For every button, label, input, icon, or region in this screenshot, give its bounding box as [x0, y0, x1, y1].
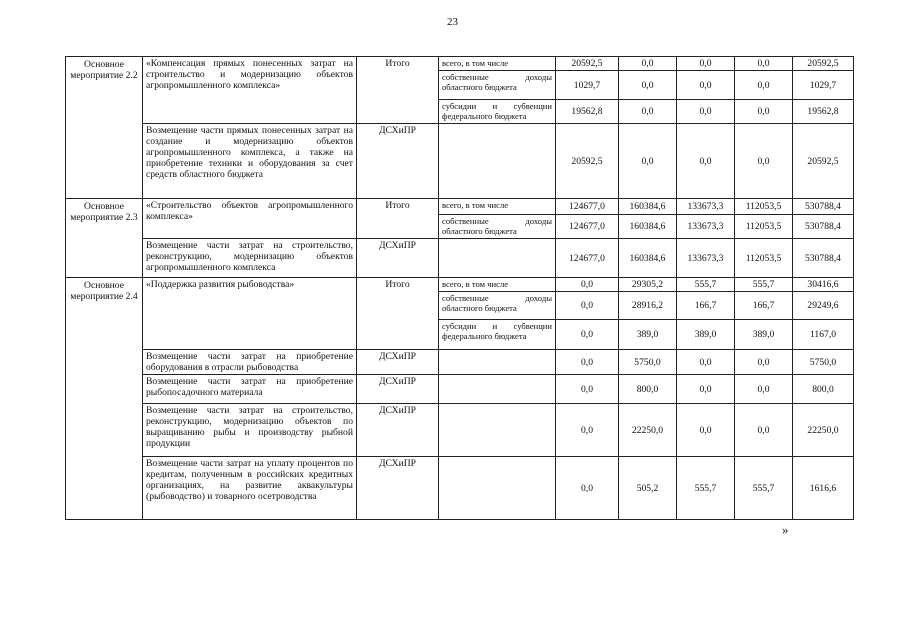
value-cell: 530788,4 — [793, 215, 854, 239]
table-row — [66, 350, 854, 375]
value-cell: 555,7 — [735, 457, 793, 520]
value-cell: 112053,5 — [735, 215, 793, 239]
table-row — [66, 457, 854, 520]
value-cell: 555,7 — [735, 278, 793, 292]
value-cell: 0,0 — [556, 292, 619, 320]
value-cell: 112053,5 — [735, 199, 793, 215]
value-cell: 0,0 — [677, 71, 735, 100]
value-cell: 0,0 — [619, 57, 677, 71]
value-cell: 389,0 — [677, 320, 735, 350]
event-label: Основное мероприятие 2.2 — [66, 57, 143, 199]
executor-cell: ДСХиПР — [357, 375, 439, 404]
value-cell: 0,0 — [735, 57, 793, 71]
table-row — [66, 124, 854, 199]
value-cell: 0,0 — [735, 350, 793, 375]
page-number: 23 — [447, 16, 458, 28]
value-cell: 160384,6 — [619, 215, 677, 239]
value-cell: 133673,3 — [677, 239, 735, 278]
value-cell: 166,7 — [677, 292, 735, 320]
value-cell: 0,0 — [735, 124, 793, 199]
source-label: собственные доходы областного бюджета — [439, 292, 556, 320]
value-cell: 20592,5 — [793, 57, 854, 71]
value-cell: 29305,2 — [619, 278, 677, 292]
closing-quote-mark: » — [782, 522, 789, 537]
value-cell: 530788,4 — [793, 239, 854, 278]
value-cell: 20592,5 — [556, 124, 619, 199]
value-cell: 29249,6 — [793, 292, 854, 320]
value-cell: 5750,0 — [793, 350, 854, 375]
table-row — [66, 278, 854, 292]
executor-cell: Итого — [357, 199, 439, 239]
table-row — [66, 239, 854, 278]
value-cell: 0,0 — [735, 404, 793, 457]
value-cell: 5750,0 — [619, 350, 677, 375]
table-row — [66, 57, 854, 71]
value-cell: 124677,0 — [556, 199, 619, 215]
sub-event-title: Возмещение части затрат на приобретение оборудования в отрасли рыбоводства — [143, 350, 357, 375]
budget-table — [65, 56, 854, 520]
executor-cell: ДСХиПР — [357, 124, 439, 199]
sub-event-title: Возмещение части затрат на приобретение рыбопосадочного материала — [143, 375, 357, 404]
executor-cell: ДСХиПР — [357, 404, 439, 457]
source-label: собственные доходы областного бюджета — [439, 215, 556, 239]
value-cell: 160384,6 — [619, 199, 677, 215]
sub-event-title: Возмещение части прямых понесенных затрат на создание и модернизацию объектов агропромышленного комплекса, а также на приобретение техники и оборудования за счет средств областного бюджета — [143, 124, 357, 199]
value-cell: 0,0 — [677, 124, 735, 199]
value-cell: 20592,5 — [556, 57, 619, 71]
source-cell-empty — [439, 375, 556, 404]
source-cell-empty — [439, 124, 556, 199]
value-cell: 530788,4 — [793, 199, 854, 215]
event-label: Основное мероприятие 2.4 — [66, 278, 143, 520]
value-cell: 0,0 — [556, 404, 619, 457]
source-label: субсидии и субвенции федерального бюджета — [439, 320, 556, 350]
value-cell: 0,0 — [619, 71, 677, 100]
value-cell: 389,0 — [735, 320, 793, 350]
event-label: Основное мероприятие 2.3 — [66, 199, 143, 278]
value-cell: 20592,5 — [793, 124, 854, 199]
executor-cell: Итого — [357, 278, 439, 350]
executor-cell: ДСХиПР — [357, 350, 439, 375]
value-cell: 1029,7 — [793, 71, 854, 100]
value-cell: 124677,0 — [556, 239, 619, 278]
source-cell-empty — [439, 404, 556, 457]
value-cell: 0,0 — [677, 57, 735, 71]
table-row — [66, 375, 854, 404]
value-cell: 112053,5 — [735, 239, 793, 278]
value-cell: 19562,8 — [793, 100, 854, 124]
value-cell: 166,7 — [735, 292, 793, 320]
value-cell: 0,0 — [677, 404, 735, 457]
value-cell: 1616,6 — [793, 457, 854, 520]
value-cell: 0,0 — [556, 350, 619, 375]
source-cell-empty — [439, 350, 556, 375]
value-cell: 505,2 — [619, 457, 677, 520]
source-label: субсидии и субвенции федерального бюджета — [439, 100, 556, 124]
value-cell: 0,0 — [735, 100, 793, 124]
value-cell: 0,0 — [735, 375, 793, 404]
event-title: «Поддержка развития рыбоводства» — [143, 278, 357, 350]
value-cell: 0,0 — [556, 457, 619, 520]
value-cell: 160384,6 — [619, 239, 677, 278]
value-cell: 800,0 — [619, 375, 677, 404]
value-cell: 30416,6 — [793, 278, 854, 292]
sub-event-title: Возмещение части затрат на уплату процентов по кредитам, полученным в российских кредитных организациях, на развитие аквакультуры (рыбоводство) и товарного осетроводства — [143, 457, 357, 520]
event-title: «Компенсация прямых понесенных затрат на строительство и модернизацию объектов агропромышленного комплекса» — [143, 57, 357, 124]
source-cell-empty — [439, 457, 556, 520]
value-cell: 133673,3 — [677, 199, 735, 215]
value-cell: 133673,3 — [677, 215, 735, 239]
executor-cell: ДСХиПР — [357, 239, 439, 278]
value-cell: 0,0 — [677, 350, 735, 375]
value-cell: 124677,0 — [556, 215, 619, 239]
value-cell: 389,0 — [619, 320, 677, 350]
sub-event-title: Возмещение части затрат на строительство, реконструкцию, модернизацию объектов агропромышленного комплекса — [143, 239, 357, 278]
value-cell: 1029,7 — [556, 71, 619, 100]
table-row — [66, 199, 854, 215]
value-cell: 28916,2 — [619, 292, 677, 320]
source-label: всего, в том числе — [439, 199, 556, 215]
value-cell: 22250,0 — [793, 404, 854, 457]
table-row — [66, 404, 854, 457]
value-cell: 0,0 — [556, 375, 619, 404]
value-cell: 0,0 — [619, 100, 677, 124]
source-cell-empty — [439, 239, 556, 278]
value-cell: 0,0 — [677, 100, 735, 124]
value-cell: 0,0 — [556, 278, 619, 292]
executor-cell: ДСХиПР — [357, 457, 439, 520]
value-cell: 0,0 — [619, 124, 677, 199]
value-cell: 0,0 — [735, 71, 793, 100]
source-label: собственные доходы областного бюджета — [439, 71, 556, 100]
value-cell: 800,0 — [793, 375, 854, 404]
sub-event-title: Возмещение части затрат на строительство, реконструкцию, модернизацию объектов по выращиванию рыбы и производству рыбной продукции — [143, 404, 357, 457]
value-cell: 1167,0 — [793, 320, 854, 350]
executor-cell: Итого — [357, 57, 439, 124]
value-cell: 555,7 — [677, 457, 735, 520]
source-label: всего, в том числе — [439, 57, 556, 71]
value-cell: 555,7 — [677, 278, 735, 292]
source-label: всего, в том числе — [439, 278, 556, 292]
event-title: «Строительство объектов агропромышленного комплекса» — [143, 199, 357, 239]
value-cell: 0,0 — [556, 320, 619, 350]
value-cell: 19562,8 — [556, 100, 619, 124]
value-cell: 0,0 — [677, 375, 735, 404]
value-cell: 22250,0 — [619, 404, 677, 457]
